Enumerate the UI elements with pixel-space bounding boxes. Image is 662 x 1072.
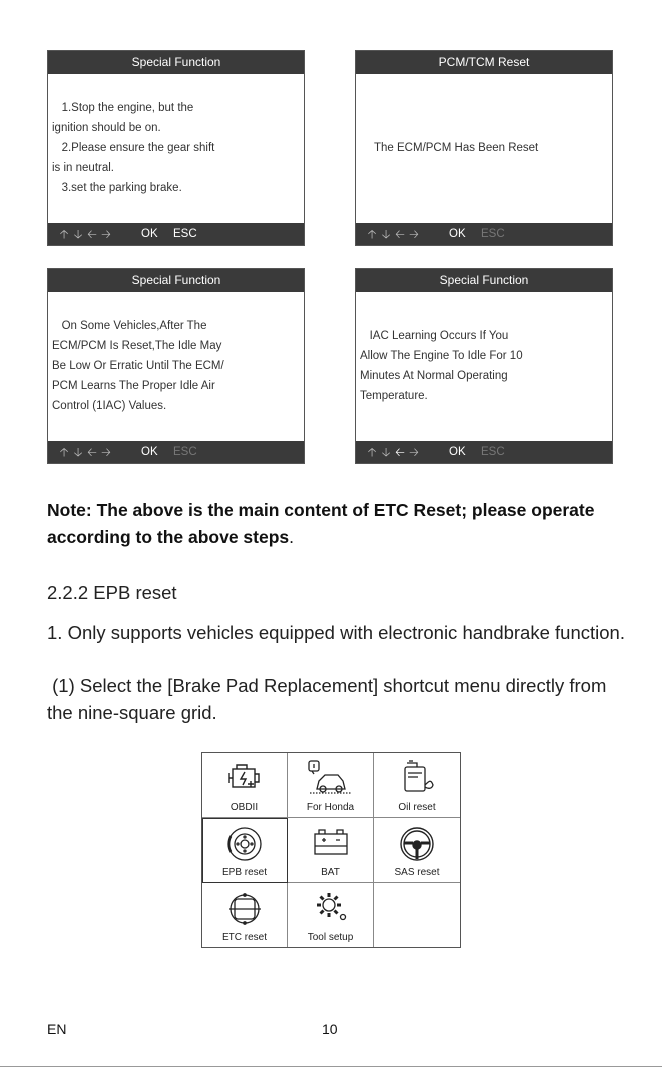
screen-body xyxy=(48,74,304,223)
grid-item-epb-reset[interactable] xyxy=(202,818,288,883)
screen-pcm-tcm-reset xyxy=(355,50,613,246)
screen-line: is in neutral. xyxy=(52,162,115,174)
ok-button[interactable]: OK xyxy=(449,446,466,458)
grid-item-label: OBDII xyxy=(230,802,259,813)
grid-item-oil-reset[interactable] xyxy=(374,753,460,818)
grid-item-sas-reset[interactable] xyxy=(374,818,460,883)
arrow-down-icon: 🡣 xyxy=(381,227,393,241)
arrow-up-icon: 🡡 xyxy=(367,227,379,241)
screen-line: Control (1IAC) Values. xyxy=(52,400,167,412)
screen-footer xyxy=(356,223,612,245)
grid-item-for-honda[interactable] xyxy=(288,753,374,818)
grid-item-label: For Honda xyxy=(306,802,355,813)
throttle-icon xyxy=(225,889,265,929)
nine-square-grid xyxy=(201,752,461,948)
esc-button[interactable]: ESC xyxy=(173,446,197,458)
screen-line: Be Low Or Erratic Until The ECM/ xyxy=(52,360,224,372)
bottom-rule xyxy=(0,1066,662,1067)
screen-footer xyxy=(356,441,612,463)
section-heading: 2.2.2 EPB reset xyxy=(47,582,177,603)
battery-icon xyxy=(311,824,351,860)
screen-title: PCM/TCM Reset xyxy=(356,51,612,74)
screen-line: IAC Learning Occurs If You xyxy=(360,330,509,342)
esc-button[interactable]: ESC xyxy=(173,228,197,240)
arrow-down-icon: 🡣 xyxy=(73,445,85,459)
esc-button[interactable]: ESC xyxy=(481,228,505,240)
ok-button[interactable]: OK xyxy=(449,228,466,240)
note-text xyxy=(47,497,627,551)
screen-special-function-2 xyxy=(47,268,305,464)
screen-body xyxy=(48,292,304,441)
arrow-right-icon: 🡢 xyxy=(101,445,113,459)
screen-line: PCM Learns The Proper Idle Air xyxy=(52,380,215,392)
screen-title: Special Function xyxy=(48,269,304,292)
grid-item-label: BAT xyxy=(321,867,340,878)
note-period: . xyxy=(289,527,295,547)
arrow-left-icon: 🡠 xyxy=(395,445,407,459)
grid-item-label: SAS reset xyxy=(394,867,440,878)
arrow-up-icon: 🡡 xyxy=(367,445,379,459)
screen-line: Allow The Engine To Idle For 10 xyxy=(360,350,523,362)
screen-line: ECM/PCM Is Reset,The Idle May xyxy=(52,340,222,352)
screen-footer xyxy=(48,441,304,463)
arrow-keys xyxy=(366,223,422,245)
grid-item-tool-setup[interactable] xyxy=(288,883,374,947)
arrow-down-icon: 🡣 xyxy=(73,227,85,241)
arrow-left-icon: 🡠 xyxy=(87,227,99,241)
paragraph-1: 1. Only supports vehicles equipped with electronic handbrake function. xyxy=(47,622,625,643)
screen-line: 3.set the parking brake. xyxy=(52,182,182,194)
arrow-right-icon: 🡢 xyxy=(409,227,421,241)
car-icon xyxy=(307,759,355,797)
grid-item-label: Oil reset xyxy=(398,802,436,813)
grid-item-etc-reset[interactable] xyxy=(202,883,288,947)
arrow-down-icon: 🡣 xyxy=(381,445,393,459)
engine-icon xyxy=(225,759,265,795)
arrow-keys xyxy=(366,441,422,463)
page-number: 10 xyxy=(322,1021,338,1037)
arrow-left-icon: 🡠 xyxy=(395,227,407,241)
screen-special-function-1 xyxy=(47,50,305,246)
arrow-right-icon: 🡢 xyxy=(101,227,113,241)
arrow-keys xyxy=(58,441,114,463)
oil-can-icon xyxy=(397,759,437,797)
footer-language: EN xyxy=(47,1021,67,1037)
grid-item-label: EPB reset xyxy=(221,867,268,878)
grid-item-obdii[interactable] xyxy=(202,753,288,818)
screen-line: ignition should be on. xyxy=(52,122,161,134)
screen-footer xyxy=(48,223,304,245)
steering-wheel-icon xyxy=(397,824,437,864)
screen-body xyxy=(356,74,612,223)
screen-line: 2.Please ensure the gear shift xyxy=(52,142,215,154)
arrow-left-icon: 🡠 xyxy=(87,445,99,459)
paragraph-2: (1) Select the [Brake Pad Replacement] shortcut menu directly from the nine-square grid. xyxy=(47,675,612,723)
screen-line: Temperature. xyxy=(360,390,428,402)
arrow-keys xyxy=(58,223,114,245)
grid-item-bat[interactable] xyxy=(288,818,374,883)
screen-line: Minutes At Normal Operating xyxy=(360,370,508,382)
grid-item-empty xyxy=(374,883,460,947)
screen-line: 1.Stop the engine, but the xyxy=(52,102,194,114)
screen-title: Special Function xyxy=(48,51,304,74)
arrow-up-icon: 🡡 xyxy=(59,227,71,241)
ok-button[interactable]: OK xyxy=(141,228,158,240)
arrow-right-icon: 🡢 xyxy=(409,445,421,459)
screen-line: On Some Vehicles,After The xyxy=(52,320,207,332)
screen-title: Special Function xyxy=(356,269,612,292)
grid-item-label: Tool setup xyxy=(307,932,354,943)
esc-button[interactable]: ESC xyxy=(481,446,505,458)
screen-special-function-3 xyxy=(355,268,613,464)
grid-item-label: ETC reset xyxy=(221,932,267,943)
screen-line: The ECM/PCM Has Been Reset xyxy=(374,142,539,154)
gear-icon xyxy=(311,889,351,925)
arrow-up-icon: 🡡 xyxy=(59,445,71,459)
ok-button[interactable]: OK xyxy=(141,446,158,458)
screen-body xyxy=(356,292,612,441)
note-body: Note: The above is the main content of ETC Reset; please operate according to the above steps xyxy=(47,500,595,547)
brake-disc-icon xyxy=(225,824,265,864)
